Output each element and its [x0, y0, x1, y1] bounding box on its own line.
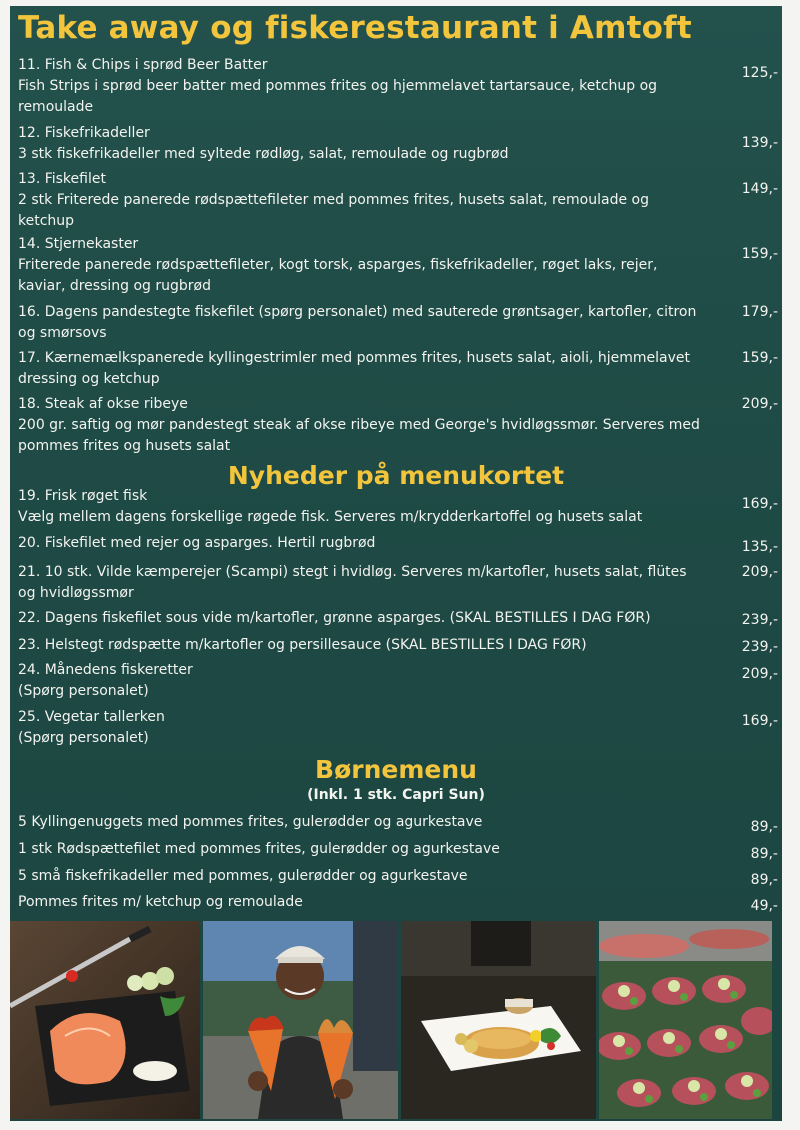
item-price: 135,- — [741, 539, 778, 555]
item-price: 239,- — [741, 612, 778, 628]
menu-item — [18, 302, 780, 348]
item-name: 19. Frisk røget fisk — [18, 488, 148, 504]
menu-item — [18, 608, 780, 635]
item-price: 149,- — [741, 181, 778, 197]
menu-item — [18, 635, 780, 660]
open-sandwich-photo — [599, 921, 772, 1119]
item-name: 22. Dagens fiskefilet sous vide m/kartofler, grønne asparges. (SKAL BESTILLES I DAG FØR) — [18, 610, 651, 626]
page-title: Take away og fiskerestaurant i Amtoft — [18, 10, 692, 46]
fish-plate-photo — [401, 921, 596, 1119]
item-description: 3 stk fiskefrikadeller med syltede rødløg, salat, remoulade og rugbrød — [18, 146, 509, 162]
menu-item — [18, 892, 780, 918]
item-price: 89,- — [750, 846, 778, 862]
item-name: 24. Månedens fiskeretter — [18, 662, 193, 678]
section-subheading-kids: (Inkl. 1 stk. Capri Sun) — [307, 787, 485, 803]
menu-item — [18, 55, 780, 123]
item-name: 20. Fiskefilet med rejer og asparges. Hertil rugbrød — [18, 535, 376, 551]
item-price: 239,- — [741, 639, 778, 655]
item-description: (Spørg personalet) — [18, 730, 149, 746]
menu-item — [18, 660, 780, 707]
section-heading-news: Nyheder på menukortet — [227, 461, 565, 490]
item-price: 159,- — [741, 350, 778, 366]
item-description: 200 gr. saftig og mør pandestegt steak af okse ribeye med George's hvidløgssmør. Serveres med pommes frites og husets salat — [18, 417, 700, 454]
item-price: 139,- — [741, 135, 778, 151]
item-description: Vælg mellem dagens forskellige røgede fisk. Serveres m/krydderkartoffel og husets salat — [18, 509, 643, 525]
item-price: 169,- — [741, 713, 778, 729]
item-name: 13. Fiskefilet — [18, 171, 106, 187]
menu-item — [18, 394, 780, 460]
item-name: 5 Kyllingenuggets med pommes frites, gulerødder og agurkestave — [18, 814, 483, 830]
item-price: 169,- — [741, 496, 778, 512]
item-price: 209,- — [741, 396, 778, 412]
menu-item — [18, 866, 780, 892]
item-name: 11. Fish & Chips i sprød Beer Batter — [18, 57, 268, 73]
menu-item — [18, 562, 780, 608]
salmon-plate-photo — [10, 921, 200, 1119]
item-name: 17. Kærnemælkspanerede kyllingestrimler med pommes frites, husets salat, aioli, hjemmelavet dressing og ketchup — [18, 350, 690, 387]
menu-item — [18, 234, 780, 302]
menu-item — [18, 123, 780, 169]
item-price: 209,- — [741, 666, 778, 682]
item-price: 125,- — [741, 65, 778, 81]
menu-item — [18, 533, 780, 562]
item-description: (Spørg personalet) — [18, 683, 149, 699]
item-description: 2 stk Friterede panerede rødspættefileter med pommes frites, husets salat, remoulade og ketchup — [18, 192, 649, 229]
item-name: 23. Helstegt rødspætte m/kartofler og persillesauce (SKAL BESTILLES I DAG FØR) — [18, 637, 587, 653]
item-name: 14. Stjernekaster — [18, 236, 139, 252]
item-name: 5 små fiskefrikadeller med pommes, gulerødder og agurkestave — [18, 868, 468, 884]
item-name: 21. 10 stk. Vilde kæmperejer (Scampi) stegt i hvidløg. Serveres m/kartofler, husets salat, flütes og hvidløgssmør — [18, 564, 687, 601]
item-name: 16. Dagens pandestegte fiskefilet (spørg personalet) med sauterede grøntsager, kartofler, citron og smørsovs — [18, 304, 697, 341]
item-price: 49,- — [750, 898, 778, 914]
menu-item — [18, 169, 780, 234]
item-description: Friterede panerede rødspættefileter, kogt torsk, asparges, fiskefrikadeller, røget laks, rejer, kaviar, dressing og rugbrød — [18, 257, 658, 294]
menu-item — [18, 348, 780, 394]
menu-section-kids — [18, 812, 780, 918]
menu-item — [18, 707, 780, 753]
menu-item — [18, 812, 780, 839]
item-name: 1 stk Rødspættefilet med pommes frites, gulerødder og agurkestave — [18, 841, 500, 857]
chef-photo — [203, 921, 398, 1119]
menu-section-main — [18, 55, 780, 460]
item-name: 25. Vegetar tallerken — [18, 709, 165, 725]
item-price: 209,- — [741, 564, 778, 580]
section-heading-kids: Børnemenu — [315, 755, 477, 784]
item-name: Pommes frites m/ ketchup og remoulade — [18, 894, 303, 910]
item-price: 159,- — [741, 246, 778, 262]
item-price: 179,- — [741, 304, 778, 320]
item-description: Fish Strips i sprød beer batter med pommes frites og hjemmelavet tartarsauce, ketchup og remoulade — [18, 78, 658, 115]
menu-section-news — [18, 486, 780, 753]
menu-item — [18, 486, 780, 533]
photo-strip — [10, 921, 772, 1119]
item-price: 89,- — [750, 819, 778, 835]
item-name: 12. Fiskefrikadeller — [18, 125, 150, 141]
item-name: 18. Steak af okse ribeye — [18, 396, 188, 412]
menu-item — [18, 839, 780, 866]
item-price: 89,- — [750, 872, 778, 888]
